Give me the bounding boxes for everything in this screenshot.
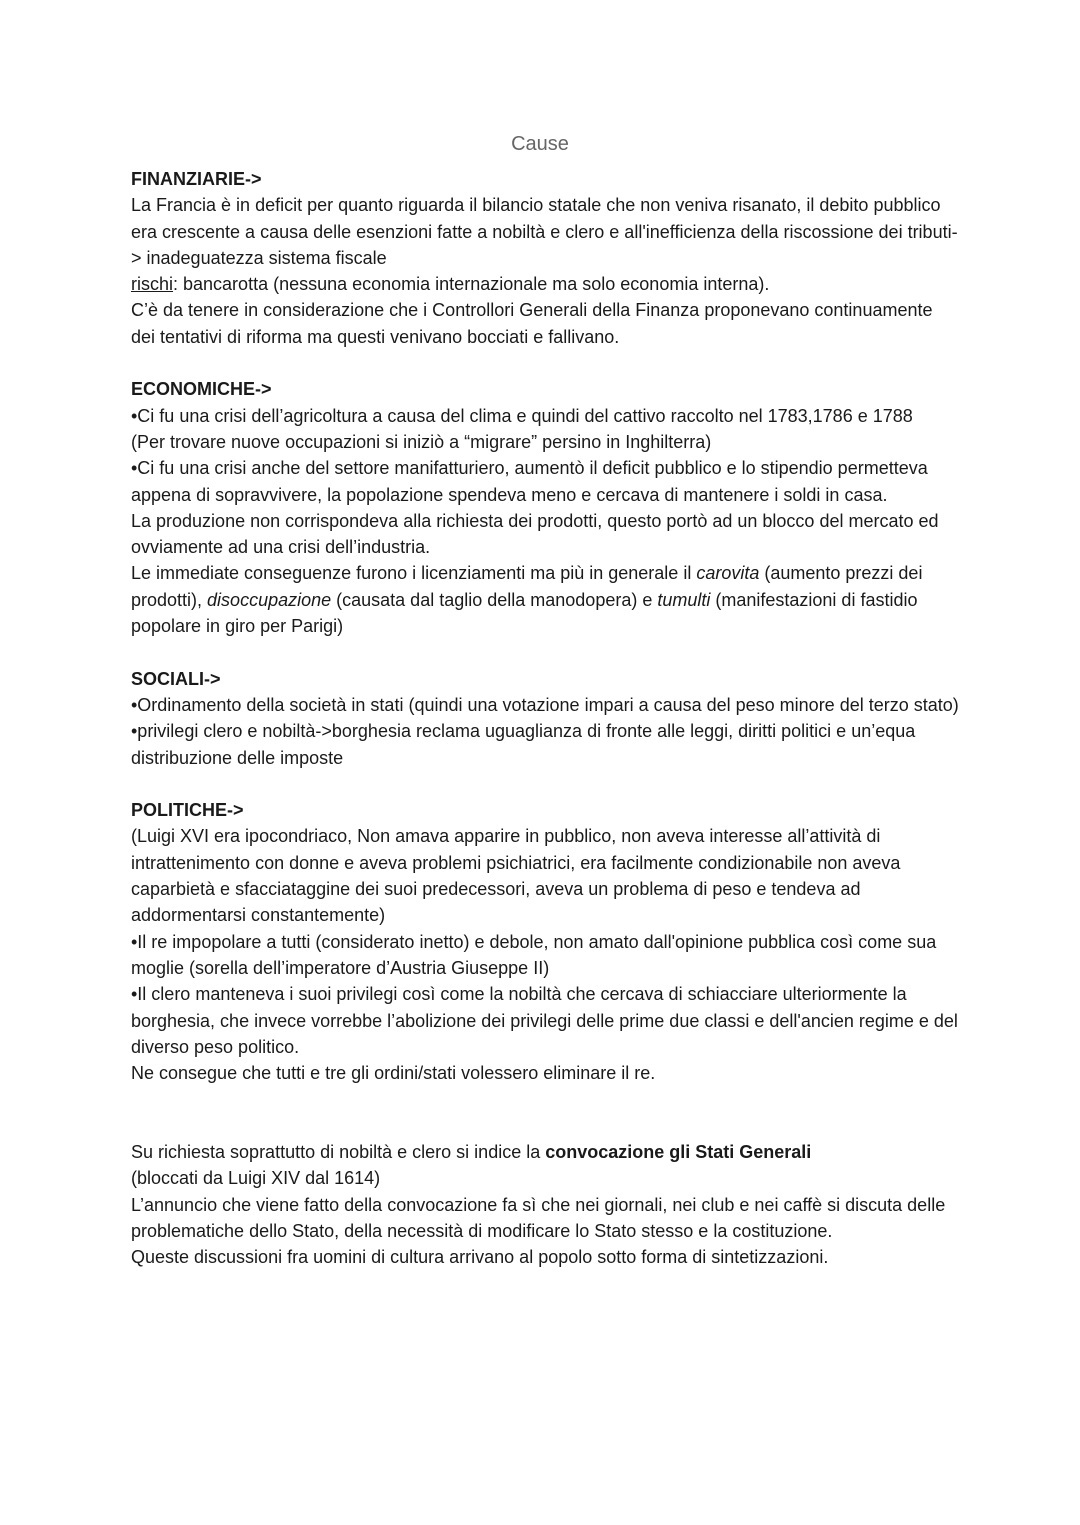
bullet-item: •Ordinamento della società in stati (quindi una votazione impari a causa del peso minore del terzo stato) <box>131 694 959 715</box>
section-politiche <box>131 797 961 1086</box>
rischi-text: : bancarotta (nessuna economia internazionale ma solo economia interna). <box>173 274 770 295</box>
section-heading-economiche: ECONOMICHE-> <box>131 379 272 400</box>
paragraph-note: (Per trovare nuove occupazioni si iniziò a “migrare” persino in Inghilterra) <box>131 431 712 452</box>
paragraph-rischi <box>131 271 961 297</box>
text-run: (causata dal taglio della manodopera) e <box>331 589 658 610</box>
paragraph: La produzione non corrispondeva alla richiesta dei prodotti, questo portò ad un blocco del mercato ed ovviamente ad una crisi dell’industria. <box>131 510 939 558</box>
text-run: (aumento prezzi dei prodotti), <box>131 563 923 610</box>
paragraph: Queste discussioni fra uomini di cultura arrivano al popolo sotto forma di sintetizzazioni. <box>131 1247 829 1268</box>
term-carovita: carovita <box>696 563 760 584</box>
section-heading-sociali: SOCIALI-> <box>131 668 221 689</box>
term-tumulti: tumulti <box>657 589 711 610</box>
section-sociali <box>131 666 961 771</box>
text-run: Su richiesta soprattutto di nobiltà e clero si indice la <box>131 1141 546 1162</box>
term-disoccupazione: disoccupazione <box>207 589 332 610</box>
text-run: (manifestazioni di fastidio popolare in giro per Parigi) <box>131 589 918 637</box>
rischi-label: rischi <box>131 274 174 295</box>
bullet-item: •Il clero manteneva i suoi privilegi così come la nobiltà che cercava di schiacciare ulteriormente la borghesia, che invece vorrebbe l’abolizione dei privilegi delle prime due classi e dell'ancien regime e del diverso peso politico. <box>131 984 958 1057</box>
bullet-item: •Ci fu una crisi anche del settore manifatturiero, aumentò il deficit pubblico e lo stipendio permetteva appena di sopravvivere, la popolazione spendeva meno e cercava di mantenere i soldi in casa. <box>131 458 928 505</box>
paragraph-consequences <box>131 560 961 639</box>
spacer <box>131 1086 961 1139</box>
spacer <box>131 771 961 797</box>
spacer <box>131 639 961 665</box>
section-heading-politiche: POLITICHE-> <box>131 800 244 821</box>
section-economiche <box>131 376 961 639</box>
section-heading-finanziarie: FINANZIARIE-> <box>131 169 262 189</box>
bullet-item: •Ci fu una crisi dell’agricoltura a causa del clima e quindi del cattivo raccolto nel 1783,1786 e 1788 <box>131 405 913 426</box>
section-stati-generali <box>131 1139 961 1270</box>
section-finanziarie <box>131 166 961 350</box>
bullet-item: •privilegi clero e nobiltà->borghesia reclama uguaglianza di fronte alle leggi, diritti politici e un’equa distribuzione delle imposte <box>131 721 916 768</box>
paragraph: La Francia è in deficit per quanto riguarda il bilancio statale che non veniva risanato, il debito pubblico era crescente a causa delle esenzioni fatte a nobiltà e clero e all'inefficienza della riscossione dei tributi-> inadeguatezza sistema fiscale <box>131 195 958 268</box>
paragraph: C’è da tenere in considerazione che i Controllori Generali della Finanza proponevano continuamente dei tentativi di riforma ma questi venivano bocciati e fallivano. <box>131 300 933 347</box>
paragraph: L’annuncio che viene fatto della convocazione fa sì che nei giornali, nei club e nei caffè si discuta delle problematiche dello Stato, della necessità di modificare lo Stato stesso e la costituzione. <box>131 1194 946 1241</box>
bullet-item: •Il re impopolare a tutti (considerato inetto) e debole, non amato dall'opinione pubblica così come sua moglie (sorella dell’imperatore d’Austria Giuseppe II) <box>131 931 937 978</box>
spacer <box>131 350 961 376</box>
paragraph: (Luigi XVI era ipocondriaco, Non amava apparire in pubblico, non aveva interesse all’attività di intrattenimento con donne e aveva problemi psichiatrici, era facilmente condizionabile non aveva caparbietà e sfacciataggine dei suoi predecessori, aveva un problema di peso e tendeva ad addormentarsi constantemente) <box>131 826 901 926</box>
paragraph: Ne consegue che tutti e tre gli ordini/stati volessero eliminare il re. <box>131 1063 656 1084</box>
paragraph: (bloccati da Luigi XIV dal 1614) <box>131 1168 381 1189</box>
paragraph-convocazione <box>131 1139 961 1165</box>
document-body <box>131 166 961 1270</box>
page-title: Cause <box>511 133 569 155</box>
term-convocazione: convocazione gli Stati Generali <box>545 1141 812 1162</box>
text-run: Le immediate conseguenze furono i licenziamenti ma più in generale il <box>131 563 697 584</box>
